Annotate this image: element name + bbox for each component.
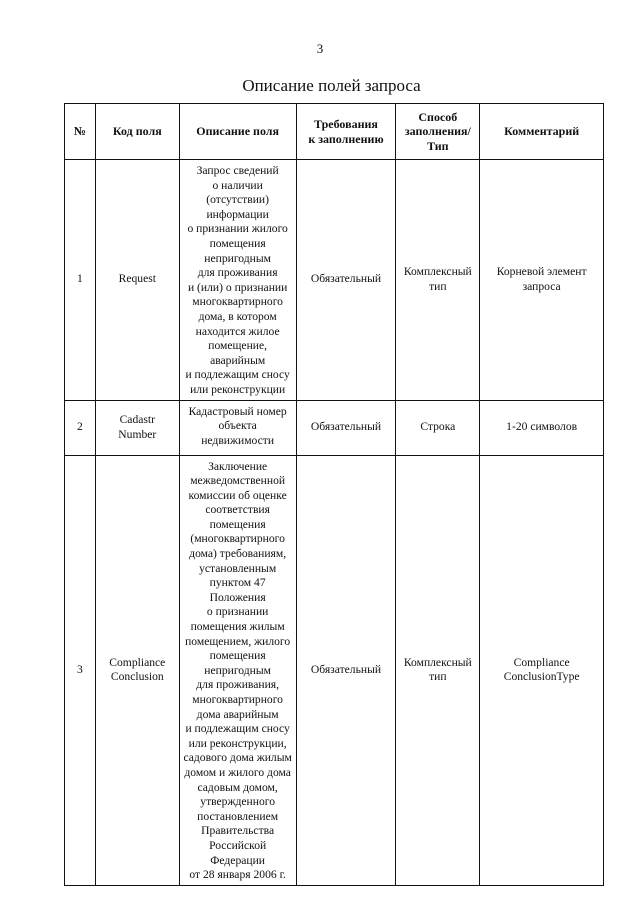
cell-field-code: Request — [95, 160, 179, 401]
cell-type: Комплексный тип — [396, 455, 480, 885]
cell-field-description: Запрос сведений о наличии (отсутствии) информации о признании жилого помещения непригодным для проживания и (или) о признании многоквартирного дома, в котором находится жилое помещение, аварийным и подлежащим сносу или реконструкции — [179, 160, 296, 401]
page-title: Описание полей запроса — [242, 76, 421, 95]
table-row — [65, 455, 604, 885]
cell-field-description: Заключение межведомственной комиссии об оценке соответствия помещения (многоквартирного дома) требованиям, установленным пунктом 47 Положения о признании помещения жилым помещением, жилого помещения непригодным для проживания, многоквартирного дома аварийным и подлежащим сносу или реконструкции, садового дома жилым домом и жилого дома садовым домом, утвержденного постановлением Правительства Российской Федерации от 28 января 2006 г. — [179, 455, 296, 885]
cell-comment: Compliance ConclusionType — [480, 455, 604, 885]
cell-comment: Корневой элемент запроса — [480, 160, 604, 401]
header-field-description: Описание поля — [179, 104, 296, 160]
cell-requirement: Обязательный — [296, 160, 396, 401]
header-number: № — [65, 104, 96, 160]
cell-field-description: Кадастровый номер объекта недвижимости — [179, 400, 296, 455]
cell-number: 3 — [65, 455, 96, 885]
cell-requirement: Обязательный — [296, 455, 396, 885]
cell-field-code: Compliance Conclusion — [95, 455, 179, 885]
page-number: 3 — [316, 41, 324, 56]
header-requirements: Требования к заполнению — [296, 104, 396, 160]
cell-requirement: Обязательный — [296, 400, 396, 455]
cell-field-code: Cadastr Number — [95, 400, 179, 455]
table-row — [65, 160, 604, 401]
cell-type: Строка — [396, 400, 480, 455]
cell-type: Комплексный тип — [396, 160, 480, 401]
header-field-code: Код поля — [95, 104, 179, 160]
table-row — [65, 400, 604, 455]
cell-number: 1 — [65, 160, 96, 401]
cell-comment: 1-20 символов — [480, 400, 604, 455]
fields-table — [64, 103, 604, 886]
cell-number: 2 — [65, 400, 96, 455]
header-comment: Комментарий — [480, 104, 604, 160]
header-fill-method-type: Способ заполнения/ Тип — [396, 104, 480, 160]
table-header-row — [65, 104, 604, 160]
